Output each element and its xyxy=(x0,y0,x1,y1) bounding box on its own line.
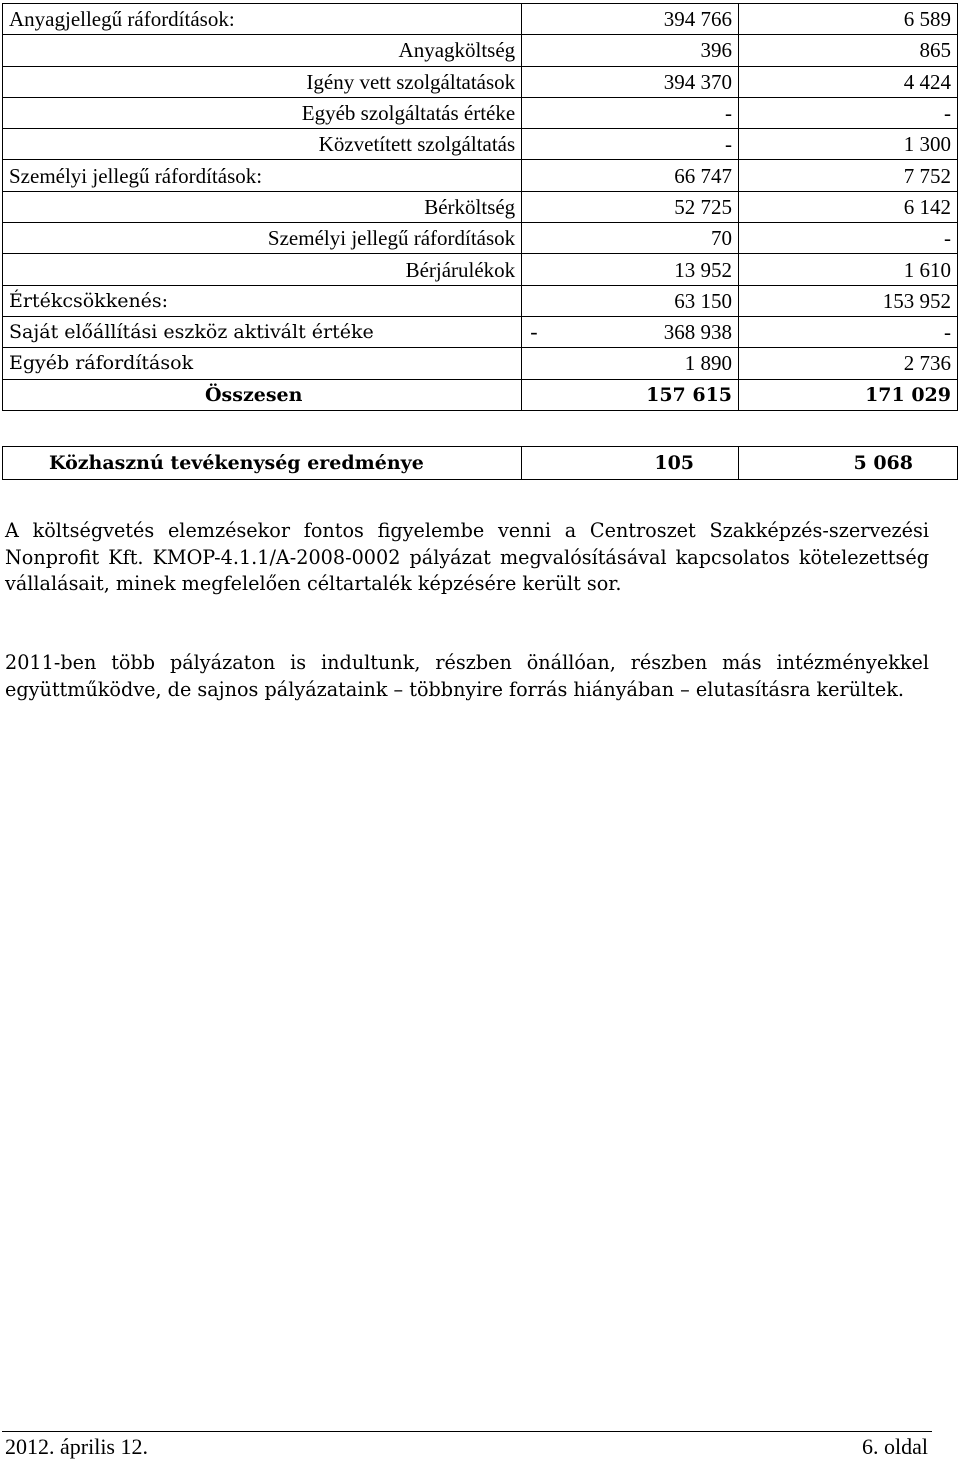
row-value-1 xyxy=(522,285,739,316)
cost-table-row xyxy=(3,129,958,160)
total-label: Összesen xyxy=(3,379,522,410)
row-label: Bérköltség xyxy=(3,191,522,222)
cost-table xyxy=(2,3,958,411)
result-label: Közhasznú tevékenység eredménye xyxy=(3,447,522,480)
row-value-2: - xyxy=(739,316,958,347)
row-value-2: 2 736 xyxy=(739,348,958,379)
row-label: Anyagköltség xyxy=(3,35,522,66)
cost-table-row xyxy=(3,285,958,316)
result-value-1: 105 xyxy=(522,447,739,480)
cost-table-row xyxy=(3,4,958,35)
row-value-1-text: 394 370 xyxy=(663,69,733,94)
row-value-1 xyxy=(522,66,739,97)
result-table xyxy=(2,446,958,480)
row-value-1-text: - xyxy=(725,132,733,157)
row-value-1-text: 1 890 xyxy=(684,351,733,376)
row-value-1-text: 394 766 xyxy=(663,7,733,32)
row-label: Saját előállítási eszköz aktivált értéke xyxy=(3,316,522,347)
row-value-1 xyxy=(522,254,739,285)
total-value-1: 157 615 xyxy=(522,379,739,410)
cost-table-row xyxy=(3,160,958,191)
row-value-1 xyxy=(522,4,739,35)
result-row xyxy=(3,447,958,480)
row-value-2: - xyxy=(739,97,958,128)
row-label: Igény vett szolgáltatások xyxy=(3,66,522,97)
total-value-2: 171 029 xyxy=(739,379,958,410)
row-value-1-text: 368 938 xyxy=(663,320,733,345)
row-value-1 xyxy=(522,35,739,66)
row-value-1-text: - xyxy=(725,101,733,126)
footer-rule xyxy=(2,1431,932,1432)
footer-date: 2012. április 12. xyxy=(5,1434,148,1459)
row-value-2: 6 589 xyxy=(739,4,958,35)
row-value-1-text: 13 952 xyxy=(674,257,733,282)
row-value-2: 865 xyxy=(739,35,958,66)
cost-table-row xyxy=(3,191,958,222)
row-value-2: 1 610 xyxy=(739,254,958,285)
cost-table-row xyxy=(3,97,958,128)
total-row xyxy=(3,379,958,410)
row-value-1 xyxy=(522,129,739,160)
row-value-1 xyxy=(522,223,739,254)
row-label: Személyi jellegű ráfordítások xyxy=(3,223,522,254)
row-value-1 xyxy=(522,348,739,379)
row-value-1-text: 396 xyxy=(700,38,733,63)
row-value-1-text: 70 xyxy=(711,226,733,251)
cost-table-row xyxy=(3,316,958,347)
row-label: Személyi jellegű ráfordítások: xyxy=(3,160,522,191)
row-value-2: 4 424 xyxy=(739,66,958,97)
paragraph-applications-note: 2011-ben több pályázaton is indultunk, részben önállóan, részben más intézményekkel együttműködve, de sajnos pályázataink – többnyire forrás hiányában – elutasításra kerültek. xyxy=(5,651,929,701)
row-value-2: 6 142 xyxy=(739,191,958,222)
row-label: Anyagjellegű ráfordítások: xyxy=(3,4,522,35)
row-label: Közvetített szolgáltatás xyxy=(3,129,522,160)
row-label: Egyéb ráfordítások xyxy=(3,348,522,379)
cost-table-row xyxy=(3,254,958,285)
cost-table-row xyxy=(3,66,958,97)
row-value-1 xyxy=(522,316,739,347)
cost-table-row xyxy=(3,223,958,254)
row-value-1 xyxy=(522,191,739,222)
row-value-2: 153 952 xyxy=(739,285,958,316)
row-value-2: - xyxy=(739,223,958,254)
row-value-1 xyxy=(522,97,739,128)
row-value-2: 1 300 xyxy=(739,129,958,160)
footer-page-number: 6. oldal xyxy=(862,1434,928,1459)
row-label: Egyéb szolgáltatás értéke xyxy=(3,97,522,128)
cost-table-row xyxy=(3,35,958,66)
row-value-1-text: 63 150 xyxy=(674,288,733,313)
row-value-1-prefix: - xyxy=(530,318,538,344)
row-label: Értékcsökkenés: xyxy=(3,285,522,316)
row-label: Bérjárulékok xyxy=(3,254,522,285)
row-value-2: 7 752 xyxy=(739,160,958,191)
row-value-1-text: 66 747 xyxy=(674,163,733,188)
cost-table-row xyxy=(3,348,958,379)
row-value-1 xyxy=(522,160,739,191)
row-value-1-text: 52 725 xyxy=(674,194,733,219)
result-value-2: 5 068 xyxy=(739,447,958,480)
paragraph-budget-note: A költségvetés elemzésekor fontos figyelembe venni a Centroszet Szakképzés-szervezési Nonprofit Kft. KMOP-4.1.1/A-2008-0002 pályázat megvalósításával kapcsolatos kötelezettség vállalásait, minek megfelelően céltartalék képzésére került sor. xyxy=(5,519,929,595)
cost-table-body xyxy=(3,4,958,411)
